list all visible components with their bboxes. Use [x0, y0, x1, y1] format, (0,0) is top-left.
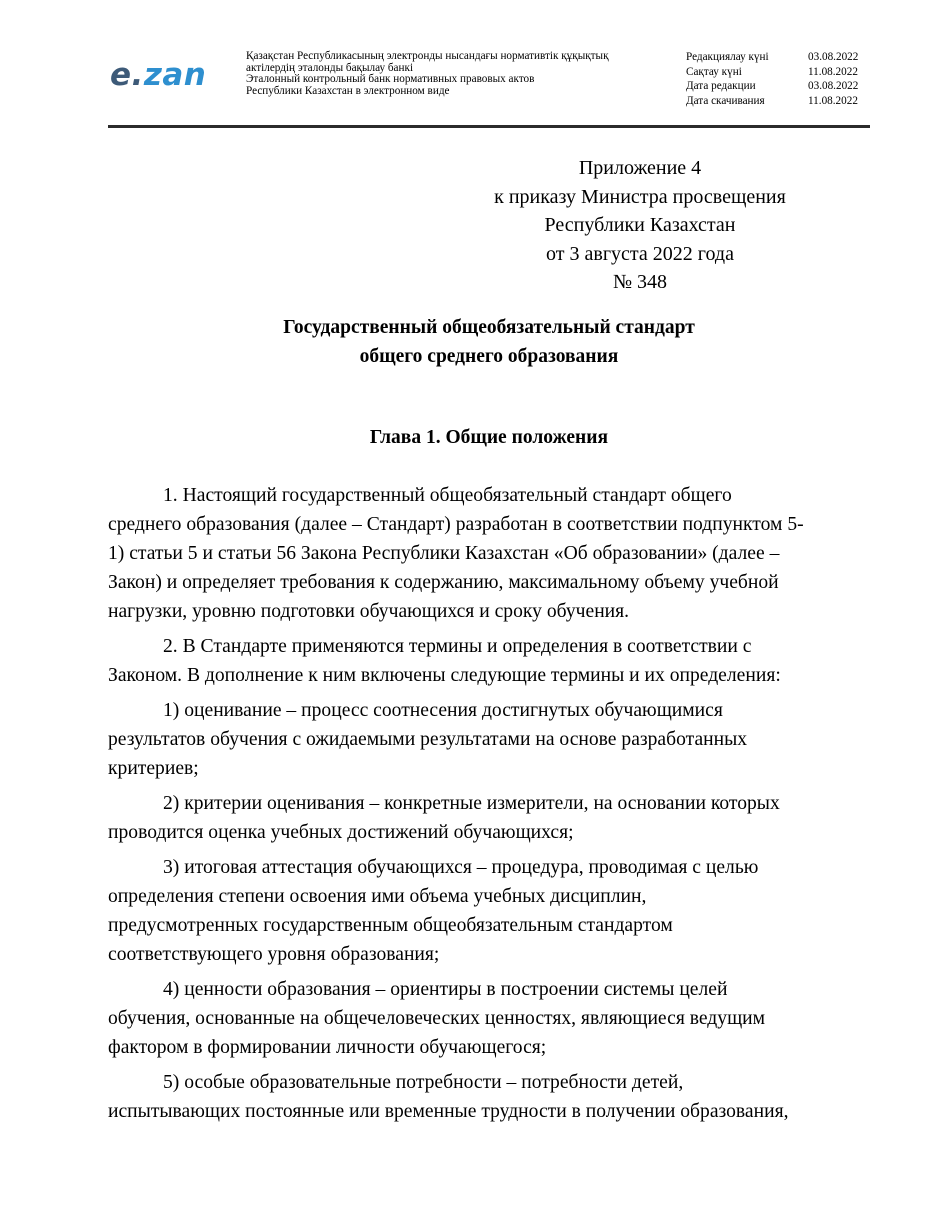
- text-line: фактором в формировании личности обучающегося;: [108, 1037, 547, 1058]
- text-line: испытывающих постоянные или временные трудности в получении образования,: [108, 1101, 789, 1122]
- paragraph: [108, 632, 870, 690]
- text-line: среднего образования (далее – Стандарт) разработан в соответствии подпунктом 5-: [108, 514, 804, 535]
- text-line: Законом. В дополнение к ним включены следующие термины и их определения:: [108, 665, 781, 686]
- text-line: 1) статьи 5 и статьи 56 Закона Республики Казахстан «Об образовании» (далее –: [108, 543, 780, 564]
- date-label: Дата редакции: [686, 80, 756, 92]
- text-line: 1. Настоящий государственный общеобязательный стандарт общего: [163, 485, 732, 506]
- header-org-line: Республики Казахстан в электронном виде: [246, 84, 450, 97]
- text-line: определения степени освоения ими объема учебных дисциплин,: [108, 886, 647, 907]
- appendix-line: от 3 августа 2022 года: [546, 242, 734, 265]
- title-line: Государственный общеобязательный стандарт: [283, 317, 695, 338]
- paragraph: [108, 1068, 870, 1126]
- text-line: 5) особые образовательные потребности – потребности детей,: [163, 1072, 684, 1093]
- date-value: 11.08.2022: [808, 65, 858, 78]
- text-line: 1) оценивание – процесс соотнесения достигнутых обучающимися: [163, 700, 723, 721]
- header-org-line: актілердің эталонды бақылау банкі: [246, 61, 414, 74]
- paragraph: [108, 789, 870, 847]
- header-date-row: [686, 50, 866, 65]
- paragraph: [108, 481, 870, 626]
- text-line: 2. В Стандарте применяются термины и определения в соответствии с: [163, 636, 752, 657]
- text-line: результатов обучения с ожидаемыми результатами на основе разработанных: [108, 729, 748, 750]
- appendix-line: к приказу Министра просвещения: [494, 185, 786, 208]
- ezan-logo: e.zan: [110, 57, 207, 93]
- title-line: общего среднего образования: [359, 345, 619, 367]
- document-body: [108, 481, 870, 1132]
- date-label: Редакциялау күні: [686, 51, 769, 63]
- header-dates: [686, 50, 866, 108]
- paragraph: [108, 696, 870, 783]
- appendix-block: [380, 154, 900, 297]
- text-line: Закон) и определяет требования к содержанию, максимальному объему учебной: [108, 572, 779, 593]
- date-value: 11.08.2022: [808, 94, 858, 107]
- appendix-line: Республики Казахстан: [544, 214, 736, 236]
- paragraph: [108, 975, 870, 1062]
- appendix-line: Приложение 4: [578, 157, 702, 179]
- text-line: обучения, основанные на общечеловеческих ценностях, являющиеся ведущим: [108, 1008, 766, 1029]
- header-date-row: [686, 65, 866, 80]
- text-line: соответствующего уровня образования;: [108, 944, 440, 965]
- text-line: 2) критерии оценивания – конкретные измерители, на основании которых: [163, 793, 780, 814]
- text-line: проводится оценка учебных достижений обучающихся;: [108, 822, 574, 843]
- text-line: нагрузки, уровню подготовки обучающихся и сроку обучения.: [108, 601, 630, 622]
- date-label: Дата скачивания: [686, 94, 765, 107]
- text-line: предусмотренных государственным общеобязательным стандартом: [108, 915, 673, 936]
- header-org-line: Қазақстан Республикасының электронды нысандағы нормативтік құқықтық: [246, 50, 609, 62]
- document-title: [108, 314, 870, 371]
- text-line: критериев;: [108, 758, 199, 779]
- date-value: 03.08.2022: [808, 51, 859, 63]
- paragraph: [108, 853, 870, 969]
- text-line: 3) итоговая аттестация обучающихся – процедура, проводимая с целью: [163, 857, 759, 878]
- header-divider: [108, 125, 870, 128]
- date-label: Сақтау күні: [686, 65, 742, 78]
- header-date-row: [686, 94, 866, 109]
- header-date-row: [686, 79, 866, 94]
- text-line: 4) ценности образования – ориентиры в построении системы целей: [163, 979, 728, 1000]
- date-value: 03.08.2022: [808, 80, 859, 92]
- chapter-heading: Глава 1. Общие положения: [369, 427, 609, 448]
- header-organization: [246, 51, 666, 97]
- header-org-line: Эталонный контрольный банк нормативных правовых актов: [246, 73, 535, 85]
- appendix-line: № 348: [612, 271, 668, 293]
